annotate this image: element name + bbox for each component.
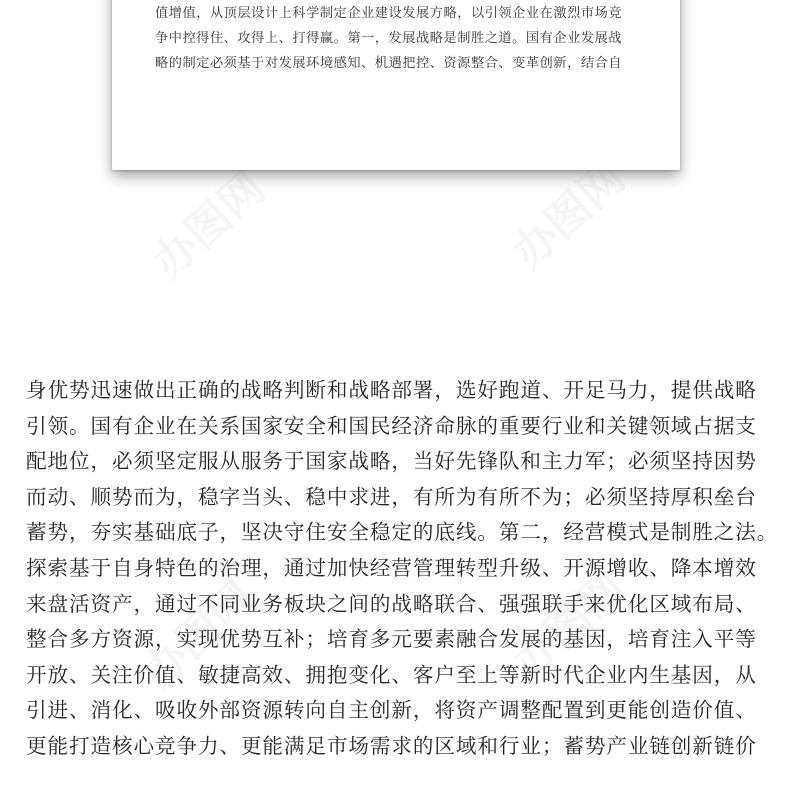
- card-line: 值增值，从顶层设计上科学制定企业建设发展方略，以引领企业在激烈市场竞: [155, 6, 623, 21]
- card-paragraph: [155, 1, 645, 76]
- card-line: 略的制定必须基于对发展环境感知、机遇把控、资源整合、变革创新，结合自: [155, 56, 623, 71]
- body-line: 身优势迅速做出正确的战略判断和战略部署，选好跑道、开足马力，提供战略: [26, 378, 757, 402]
- body-paragraph: [26, 373, 786, 765]
- body-line: 引领。国有企业在关系国家安全和国民经济命脉的重要行业和关键领域占据支: [26, 413, 757, 438]
- body-line: 更能打造核心竞争力、更能满足市场需求的区域和行业；蓄势产业链创新链价: [26, 733, 757, 758]
- body-line: 整合多方资源，实现优势互补；培育多元要素融合发展的基因，培育注入平等: [26, 627, 757, 652]
- body-line: 引进、消化、吸收外部资源转向自主创新，将资产调整配置到更能创造价值、: [26, 698, 757, 723]
- watermark: [136, 154, 277, 290]
- body-line: 配地位，必须坚定服从服务于国家战略，当好先锋队和主力军；必须坚持因势: [26, 449, 757, 474]
- body-line: 探索基于自身特色的治理，通过加快经营管理转型升级、开源增收、降本增效: [26, 555, 757, 580]
- body-line: 而动、顺势而为，稳字当头、稳中求进，有所为有所不为；必须坚持厚积垒台: [26, 484, 757, 509]
- page-preview-card: [112, 0, 680, 170]
- body-line: 来盘活资产，通过不同业务板块之间的战略联合、强强联手来优化区域布局、: [26, 591, 757, 616]
- body-line: 蓄势，夯实基础底子，坚决守住安全稳定的底线。第二，经营模式是制胜之法。: [26, 520, 779, 545]
- body-line: 开放、关注价值、敏捷高效、拥抱变化、客户至上等新时代企业内生基因，从: [26, 662, 757, 687]
- card-line: 争中控得住、攻得上、打得赢。第一，发展战略是制胜之道。国有企业发展战: [155, 31, 623, 46]
